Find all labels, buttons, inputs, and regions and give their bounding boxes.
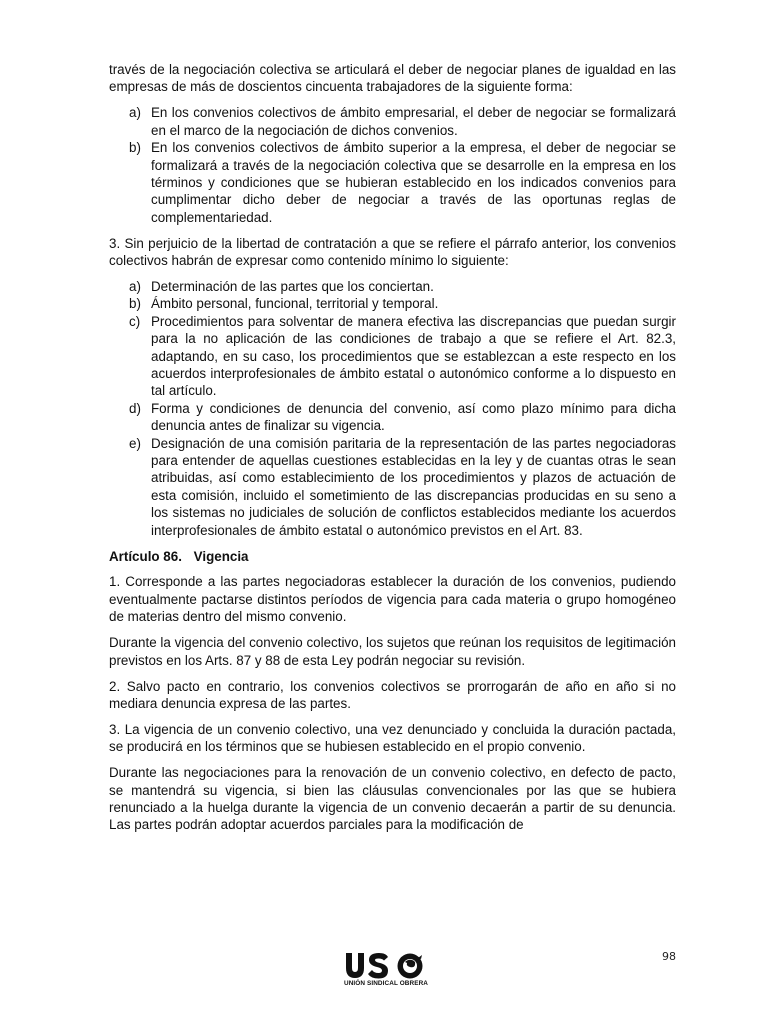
paragraph-3: 3. Sin perjuicio de la libertad de contratación a que se refiere el párrafo anterior, los convenios colectivos habrán de expresar como contenido mínimo lo siguiente: [109,235,676,269]
list-item [109,104,676,139]
negotiation-form-list [109,104,676,226]
page-number: 98 [662,950,676,963]
document-body [109,61,676,842]
article-heading [109,548,676,565]
list-item-text: En los convenios colectivos de ámbito empresarial, el deber de negociar se formalizará en el marco de la negociación de dichos convenios. [151,105,676,138]
minimum-content-list [109,278,676,539]
list-item [109,139,676,226]
list-marker: a) [129,105,141,121]
list-marker: b) [129,140,141,156]
uso-logo [342,951,430,993]
article-paragraph: Durante la vigencia del convenio colectivo, los sujetos que reúnan los requisitos de legitimación previstos en los Arts. 87 y 88 de esta Ley podrán negociar su revisión. [109,635,676,668]
list-marker: b) [129,296,141,312]
intro-paragraph: través de la negociación colectiva se articulará el deber de negociar planes de igualdad en las empresas de más de doscientos cincuenta trabajadores de la siguiente forma: [109,62,676,95]
list-item [109,435,676,539]
uso-logo-mark [342,951,430,981]
list-item [109,313,676,400]
list-item [109,278,676,295]
list-item [109,400,676,435]
article-paragraph: 1. Corresponde a las partes negociadoras establecer la duración de los convenios, pudiendo eventualmente pactarse distintos períodos de vigencia para cada materia o grupo homogéneo de materias dentro del mismo convenio. [109,574,676,625]
list-item-text: Designación de una comisión paritaria de la representación de las partes negociadoras para entender de aquellas cuestiones establecidas en la ley y de cuantas otras le sean atribuidas, así como establecimiento de los procedimientos y plazos de actuación de esta comisión, incluido el sometimiento de las discrepancias producidas en su seno a los sistemas no judiciales de solución de conflictos establecidos mediante los acuerdos interprofesionales de ámbito estatal o autonómico previstos en el Art. 83. [151,435,676,538]
list-item-text: Forma y condiciones de denuncia del convenio, así como plazo mínimo para dicha denuncia antes de finalizar su vigencia. [151,400,676,434]
article-paragraph: 2. Salvo pacto en contrario, los convenios colectivos se prorrogarán de año en año si no mediara denuncia expresa de las partes. [109,678,676,711]
article-title: Vigencia [193,548,249,564]
list-item-text: Determinación de las partes que los conciertan. [151,278,434,294]
list-marker: a) [129,278,141,294]
list-marker: d) [129,400,141,416]
article-paragraph: 3. La vigencia de un convenio colectivo, una vez denunciado y concluida la duración pactada, se producirá en los términos que se hubiesen establecido en el propio convenio. [109,721,676,755]
list-marker: e) [129,435,141,451]
list-item-text: Procedimientos para solventar de manera efectiva las discrepancias que puedan surgir para la no aplicación de las condiciones de trabajo a que se refiere el Art. 82.3, adaptando, en su caso, los procedimientos que se establezcan a este respecto en los acuerdos interprofesionales de ámbito estatal o autonómico conforme a lo dispuesto en tal artículo. [151,313,676,399]
list-item-text: En los convenios colectivos de ámbito superior a la empresa, el deber de negociar se formalizará a través de la negociación colectiva que se desarrolle en la empresa en los términos y condiciones que se hubieran establecido en los indicados convenios para cumplimentar dicho deber de negociar a través de las oportunas reglas de complementariedad. [151,140,676,225]
uso-logo-tagline: UNIÓN SINDICAL OBRERA [344,980,428,987]
list-marker: c) [129,313,141,329]
list-item [109,295,676,312]
list-item-text: Ámbito personal, funcional, territorial y temporal. [151,296,439,312]
article-number: Artículo 86. [109,548,182,564]
article-paragraph: Durante las negociaciones para la renovación de un convenio colectivo, en defecto de pacto, se mantendrá su vigencia, si bien las cláusulas convencionales por las que se hubiera renunciado a la huelga durante la vigencia de un convenio decaerán a partir de su denuncia. Las partes podrán adoptar acuerdos parciales para la modificación de [109,765,676,833]
